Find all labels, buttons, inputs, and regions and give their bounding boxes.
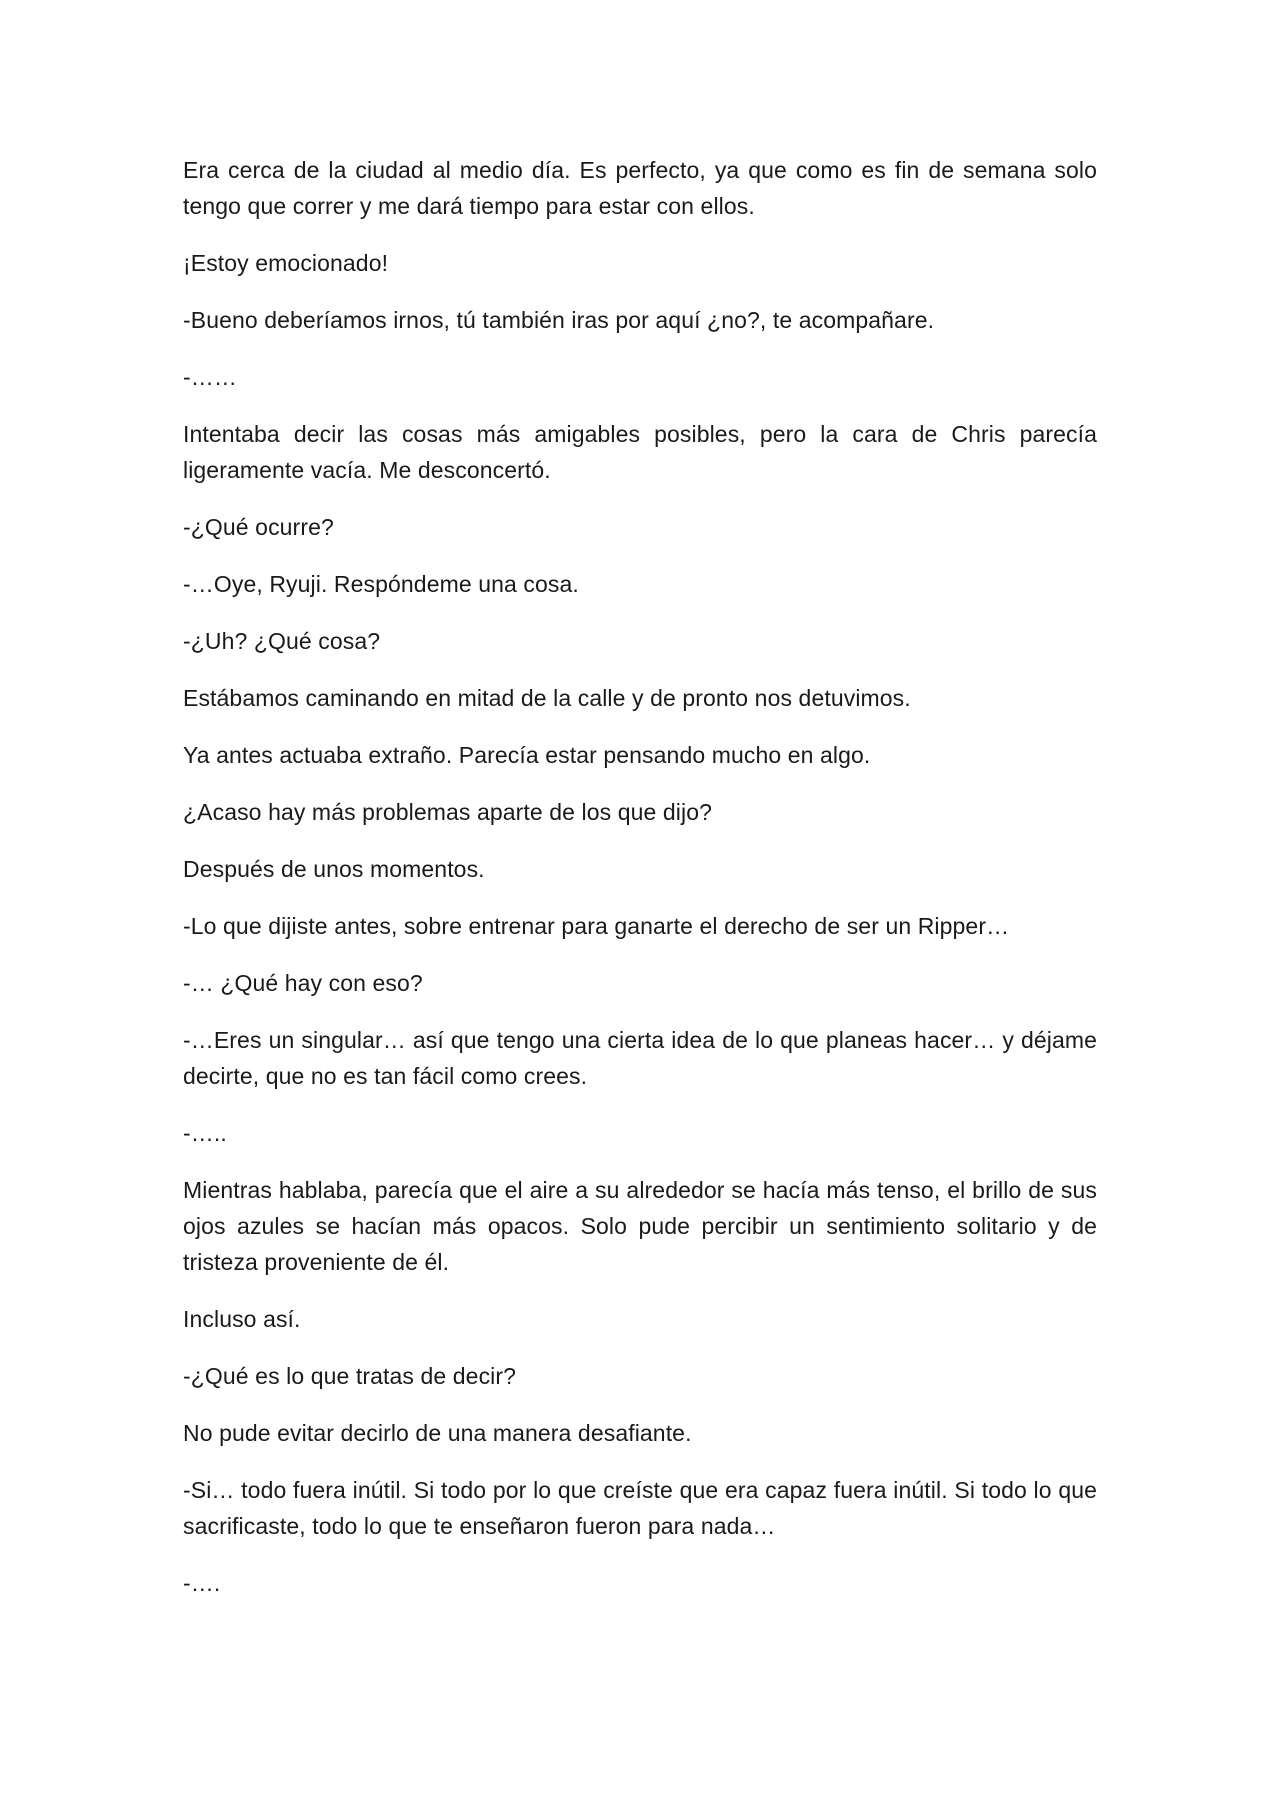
paragraph: ¡Estoy emocionado! <box>183 250 389 276</box>
paragraph: -…. <box>183 1570 221 1596</box>
paragraph: ¿Acaso hay más problemas aparte de los que dijo? <box>183 799 712 825</box>
paragraph: -Bueno deberíamos irnos, tú también iras por aquí ¿no?, te acompañare. <box>183 307 935 333</box>
paragraph: Después de unos momentos. <box>183 856 485 882</box>
paragraph: -Si… todo fuera inútil. Si todo por lo que creíste que era capaz fuera inútil. Si todo lo que sacrificaste, todo lo que te enseñaron fueron para nada… <box>183 1477 1097 1539</box>
document-body <box>183 152 1097 1622</box>
paragraph: -…… <box>183 364 237 390</box>
paragraph: -¿Qué es lo que tratas de decir? <box>183 1363 517 1389</box>
paragraph: Incluso así. <box>183 1306 301 1332</box>
paragraph: Intentaba decir las cosas más amigables posibles, pero la cara de Chris parecía ligeramente vacía. Me desconcertó. <box>183 421 1097 483</box>
paragraph: -…Eres un singular… así que tengo una cierta idea de lo que planeas hacer… y déjame decirte, que no es tan fácil como crees. <box>183 1027 1097 1089</box>
paragraph: -¿Uh? ¿Qué cosa? <box>183 628 381 654</box>
paragraph: Ya antes actuaba extraño. Parecía estar pensando mucho en algo. <box>183 742 871 768</box>
paragraph: -…Oye, Ryuji. Respóndeme una cosa. <box>183 571 579 597</box>
paragraph: -….. <box>183 1120 227 1146</box>
paragraph: -… ¿Qué hay con eso? <box>183 970 423 996</box>
paragraph: -¿Qué ocurre? <box>183 514 334 540</box>
paragraph: Estábamos caminando en mitad de la calle y de pronto nos detuvimos. <box>183 685 911 711</box>
paragraph: -Lo que dijiste antes, sobre entrenar para ganarte el derecho de ser un Ripper… <box>183 913 1010 939</box>
paragraph: No pude evitar decirlo de una manera desafiante. <box>183 1420 692 1446</box>
paragraph: Mientras hablaba, parecía que el aire a su alrededor se hacía más tenso, el brillo de sus ojos azules se hacían más opacos. Solo pude percibir un sentimiento solitario y de tristeza proveniente de él. <box>183 1177 1097 1275</box>
paragraph: Era cerca de la ciudad al medio día. Es perfecto, ya que como es fin de semana solo tengo que correr y me dará tiempo para estar con ellos. <box>183 157 1097 219</box>
